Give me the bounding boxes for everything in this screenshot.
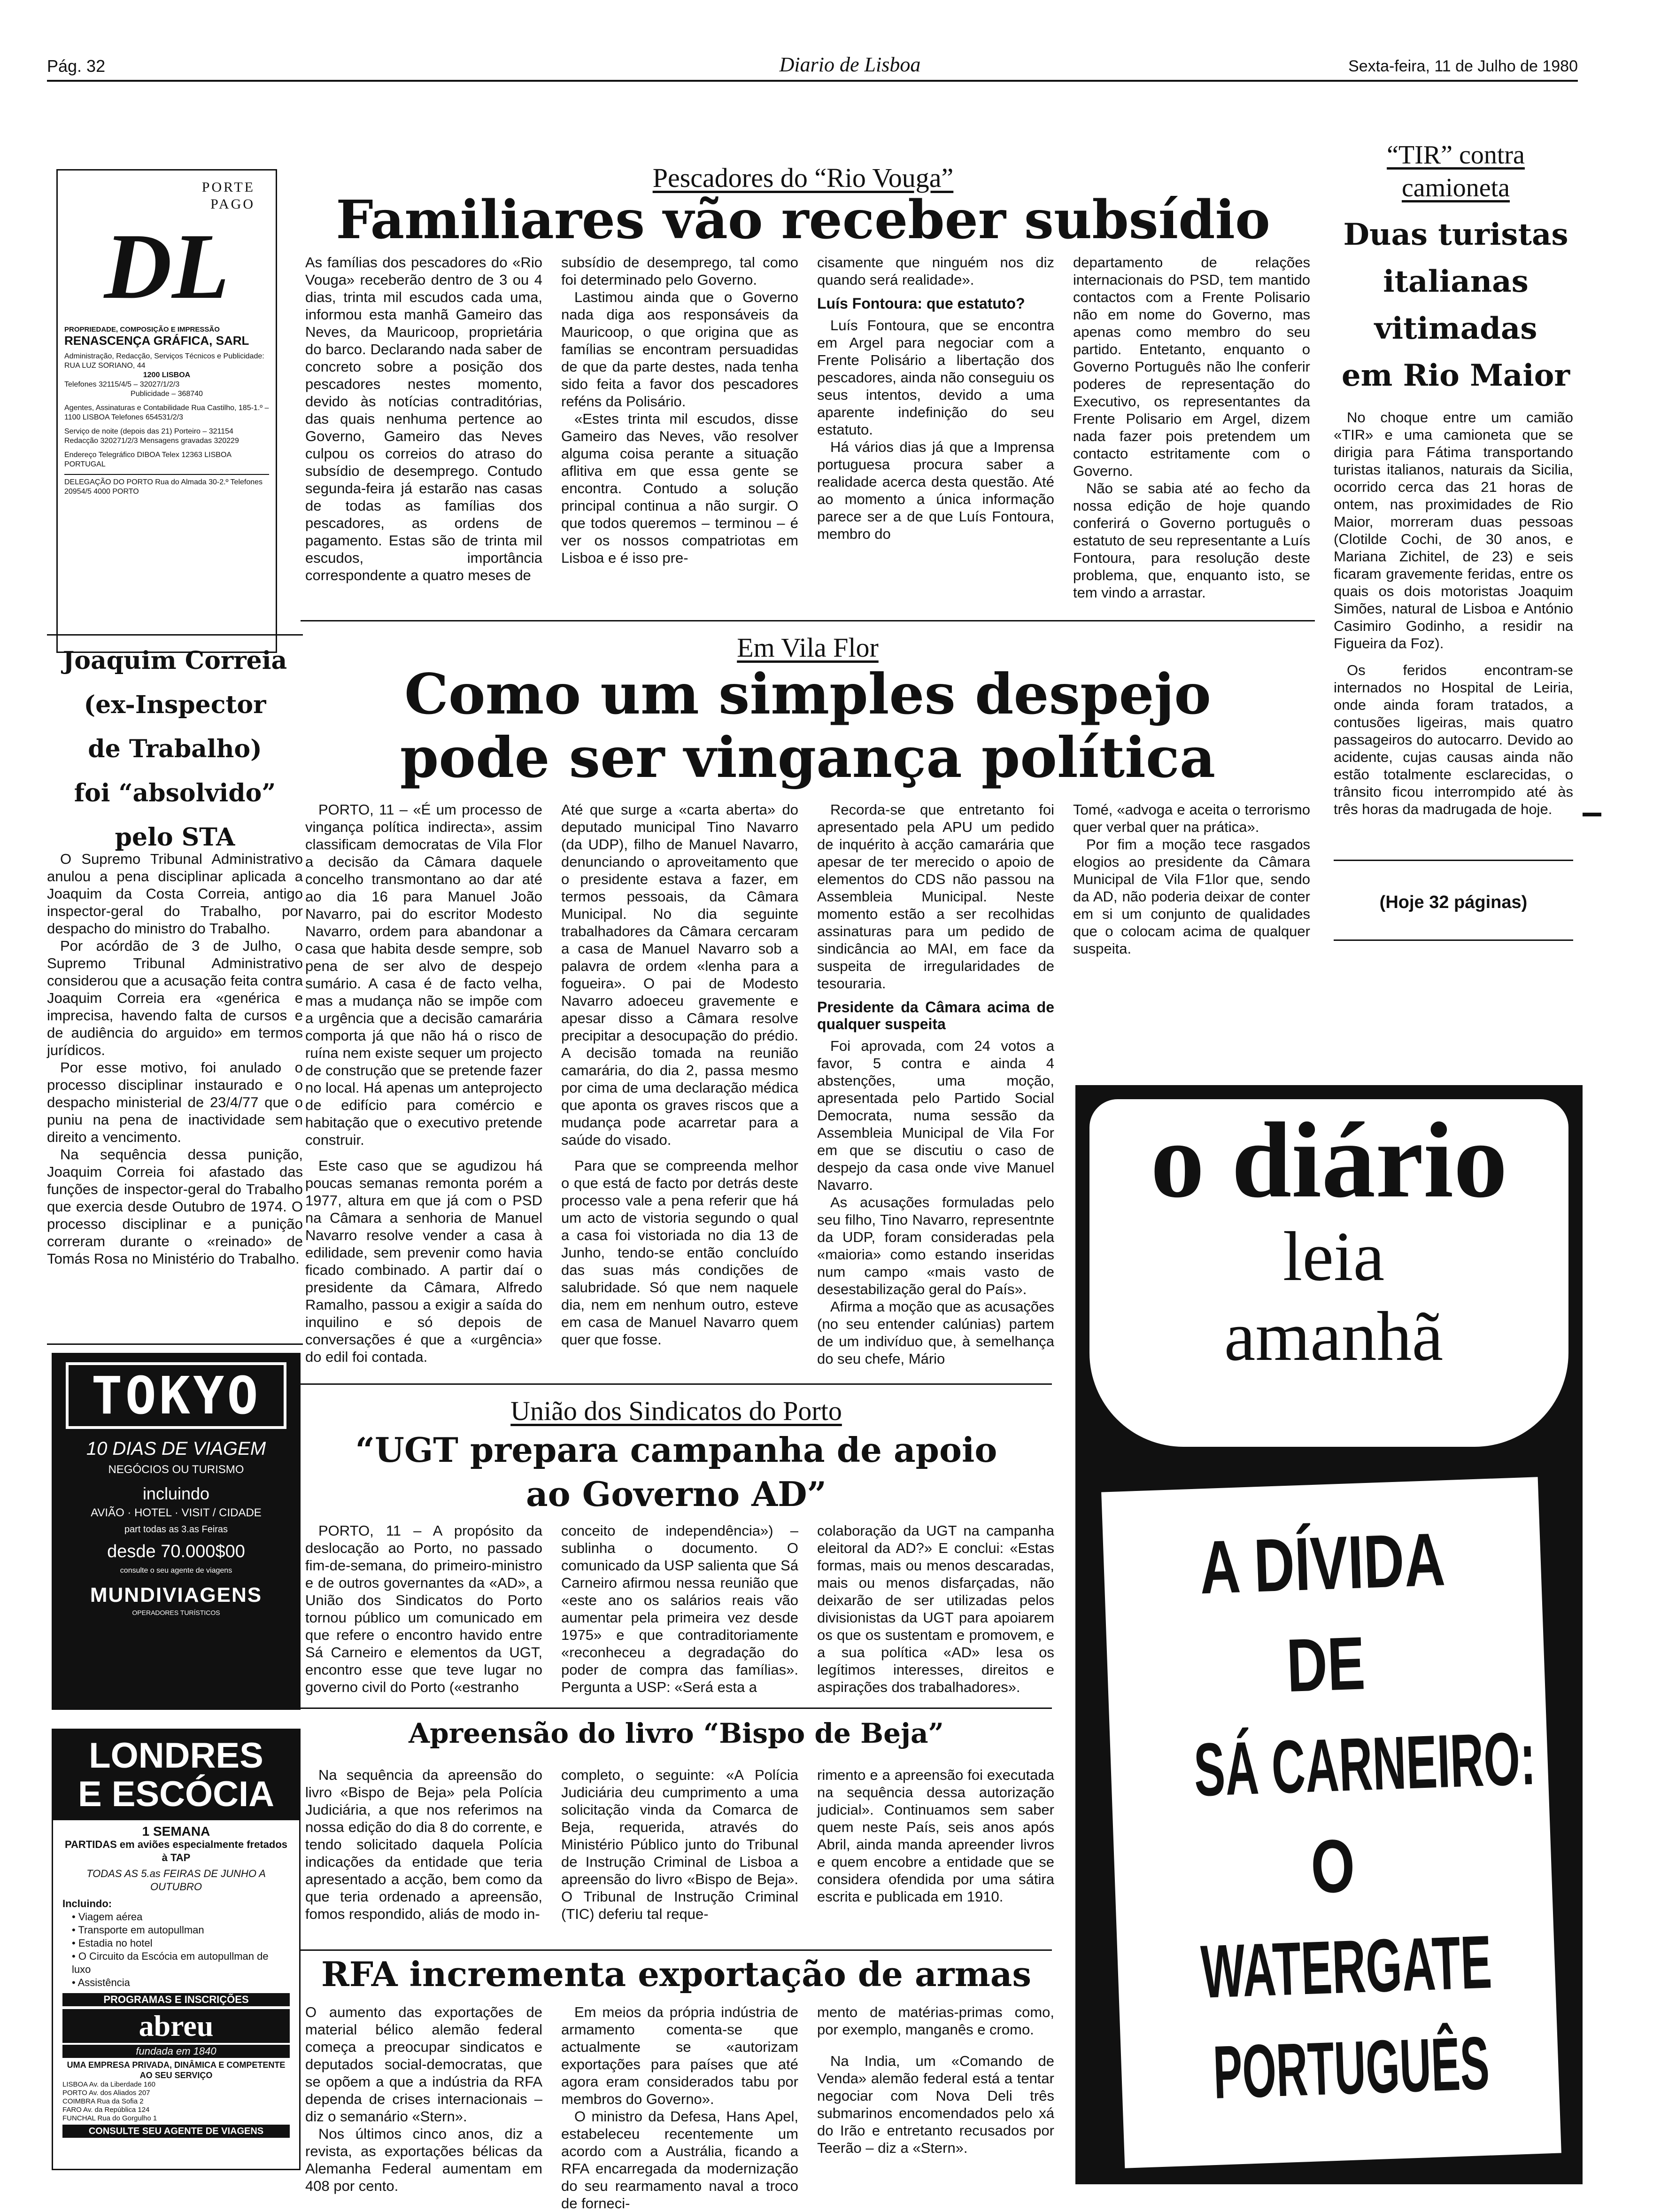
joaquim-headline-line: Joaquim Correia [62,646,287,675]
article-paragraph: cisamente que ninguém nos diz quando será realidade». [817,254,1054,288]
vila-flor-kicker: Em Vila Flor [737,632,879,663]
article-paragraph: Este caso que se agudizou há poucas semanas remonta porém a 1977, altura em que já com o PSD na Câmara a senhoria de Manuel Navarro resolve vender a casa à edilidade, sem prevenir como havia ficado combinado. A partir daí o presidente da Câmara, Alfredo Ramalho, passou a exigir a saída do inquilino e só depois de conversações é que a «urgência» do edil foi contada. [305,1157,542,1365]
bispo-col-2 [561,1766,798,1945]
article-paragraph: Na sequência da apreensão do livro «Bispo de Beja» pela Polícia Judiciária, a que nos referimos na nossa edição do dia 8 do corrente, e tendo solicitado daquela Polícia indicações da entidade que teria apresentado a acção, bem como da que teria ordenado a apreensão, fomos respondido, aliás de modo in- [305,1767,542,1922]
tokyo-title: TOKYO [66,1362,286,1429]
article-paragraph: colaboração da UGT na campanha eleitoral da AD?» E conclui: «Estas formas, mais ou menos descaradas, mais ou menos disfarçadas, não deixarão de ser utilizadas pelos divisionistas da UGT para apoiarem os que os sustentam e promovem, e a sua política «AD» lesa os legítimos interesses, direitos e aspirações dos trabalhadores». [817,1522,1054,1695]
tokyo-ad [52,1353,301,1710]
vila-flor-subhead: Presidente da Câmara acima de qualquer suspeita [817,999,1054,1032]
ugt-kicker: União dos Sindicatos do Porto [510,1396,842,1426]
sign-line: WATERGATE [1199,1919,1493,2014]
article-paragraph: Até que surge a «carta aberta» do deputado municipal Tino Navarro (da UDP), filho de Manuel Navarro, denunciando o aproveitamento que o presidente estava a fazer, em termos pessoais, da Câmara Municipal. No dia seguinte trabalhadores da Câmara cercaram a casa de Manuel Navarro sob a palavra de ordem «lenha para a fogueira». O pai de Modesto Navarro adoeceu gravemente e apesar disso a Câmara resolve precipitar a desocupação do prédio. A decisão tomada na reunião camarária, do dia 2, passa mesmo por cima de uma declaração médica que aponta os graves riscos que a mudança pode acarretar para a saúde do visado. [561,801,798,1148]
londres-item-label: Viagem aérea [78,1911,143,1923]
article-paragraph: Há vários dias já que a Imprensa portuguesa procura saber a realidade acerca desta questão. Até ao momento a única informação parece ser a de que Luís Fontoura, membro do [817,439,1054,542]
tir-kicker [1329,139,1583,204]
article-paragraph: Luís Fontoura, que se encontra em Argel para negociar com a Frente Polisário a libertação dos pescadores, ainda não conseguiu os seus intentos, devido a uma aparente indefinição do seu estatuto. [817,317,1054,438]
admin-phones: Telefones 32115/4/5 – 32027/1/2/3 [64,380,180,388]
dl-logo: DL [104,215,230,318]
ugt-headline [301,1428,1052,1516]
article-paragraph: mento de matérias-primas como, por exemplo, manganês e cromo. [817,2004,1054,2038]
telegraphic-address: Endereço Telegráfico DIBOA Telex 12363 LISBOA PORTUGAL [64,451,232,468]
porte-pago: PORTE PAGO [201,179,255,212]
newspaper-title: Diario de Lisboa [779,53,921,76]
vila-flor-headline-line: Como um simples despejo [404,661,1212,727]
bispo-col-3 [817,1766,1054,1945]
publicidade-phone: Publicidade – 368740 [131,390,203,398]
rfa-col-2 [561,2003,798,2212]
vila-flor-bottom-rule [301,1383,1052,1385]
tokyo-consulte: consulte o seu agente de viagens [120,1567,232,1575]
article-paragraph: Por fim a moção tece rasgados elogios ao presidente da Câmara Municipal de Vila F1lor que, sendo da AD, não poderia deixar de conter em si um conjunto de qualidades que o colocam acima de qualquer suspeita. [1073,836,1310,957]
abreu-office: LISBOA Av. da Liberdade 160 [62,2080,155,2088]
londres-ad [52,1729,301,2170]
admin-address: Administração, Redacção, Serviços Técnicos e Publicidade: RUA LUZ SORIANO, 44 [64,352,264,370]
abreu-office: FARO Av. da República 124 [62,2106,150,2114]
tokyo-services: AVIÃO · HOTEL · VISIT / CIDADE [91,1506,262,1519]
owner-line-1: PROPRIEDADE, COMPOSIÇÃO E IMPRESSÃO [64,326,220,334]
article-paragraph: «Estes trinta mil escudos, disse Gameiro das Neves, vão resolver alguma coisa perante a situação aflitiva em que essa gente se encontra. Contudo a solução principal continua a não surgir. O que todos queremos – terminou – é ver os nossos compatriotas em Lisboa e é isso pre- [561,411,798,566]
rfa-col-3 [817,2003,1054,2191]
article-paragraph: O ministro da Defesa, Hans Apel, estabeleceu recentemente um acordo com a Austrália, ficando a RFA encarregada da modernização do seu rearmamento naval a troco de forneci- [561,2108,798,2212]
article-paragraph: Os feridos encontram-se internados no Hospital de Leiria, onde ainda foram tratados, a contusões ligeiras, mais quatro passageiros do autocarro. Devido ao acidente, cujas causas ainda não estão totalmente esclarecidas, o trânsito ficou interrompido até às três horas da madrugada de hoje. [1334,662,1573,817]
porto-delegation: DELEGAÇÃO DO PORTO Rua do Almada 30-2.º Telefones 20954/5 4000 PORTO [64,474,269,497]
article-paragraph: As acusações formuladas pelo seu filho, Tino Navarro, representnte da UDP, foram consideradas pela «maioria» como estando inseridas num campo «mais vasto de desestabilização geral do País». [817,1194,1054,1297]
ugt-bottom-rule [301,1708,1052,1709]
abreu-fundada: fundada em 1840 [62,2045,290,2058]
article-paragraph: PORTO, 11 – A propósito da deslocação ao Porto, no passado fim-de-semana, do primeiro-ministro e de outros governantes da «AD», a União dos Sindicatos do Porto tornou público um comunicado em que refere o encontro havido entre Sá Carneiro e elementos da UGT, encontro esse que teve lugar no governo civil do Porto («estranho [305,1522,542,1695]
abreu-office: PORTO Av. dos Aliados 207 [62,2089,150,2097]
londres-semana: 1 SEMANA [142,1824,210,1839]
bispo-col-1 [305,1766,542,1945]
pescadores-col-3 [817,254,1054,608]
bispo-headline: Apreensão do livro “Bispo de Beja” [409,1717,944,1749]
tir-kicker-line: “TIR” contra [1387,140,1525,170]
article-paragraph: conceito de independência») – sublinha o documento. O comunicado da USP salienta que Sá Carneiro afirmou nessa reunião que «este ano os salários reais vão aumentar pela primeira vez desde 1975» e que contraditoriamente «reconheceu a degradação do poder de compra das famílias». Pergunta a USP: «Será esta a [561,1522,798,1695]
ugt-col-1 [305,1522,542,1700]
vila-flor-col-1 [305,801,542,1376]
rfa-col-1 [305,2003,542,2194]
abreu-tagline: UMA EMPRESA PRIVADA, DINÂMICA E COMPETENTE AO SEU SERVIÇO [67,2060,286,2080]
londres-programas: PROGRAMAS E INSCRIÇÕES [62,1993,290,2006]
londres-title-2: E ESCÓCIA [77,1774,275,1814]
londres-item: • Estadia no hotel [72,1937,153,1949]
londres-item: • Transporte em autopullman [72,1924,204,1936]
tir-headline-line: Duas turistas [1343,217,1568,252]
article-paragraph: Lastimou ainda que o Governo nada diga aos responsáveis da Mauricoop, o que origina que as famílias se encontram persuadidas de que da parte destes, nada tenha sido feita a favor dos pescadores reféns da Polisário. [561,289,798,410]
pescadores-kicker: Pescadores do “Rio Vouga” [652,163,954,193]
article-paragraph: departamento de relações internacionais do PSD, tem mantido contactos com a Frente Polisario não em nome do Governo, mas apenas como membro do seu partido. Entetanto, enquanto o Governo Português não lhe conferir poderes de representação do Executivo, os representantes da Frente Polisario em Argel, dizem nada fazer pois pretendem um contacto estritamente com o Governo. [1073,254,1310,479]
londres-item-label: O Circuito da Escócia em autopullman de luxo [72,1950,269,1975]
agentes-info: Agentes, Assinaturas e Contabilidade Rua Castilho, 185-1.º – 1100 LISBOA Telefones 654531/2/3 [64,404,269,421]
leia-text: leia [1282,1218,1385,1296]
londres-title-1: LONDRES [89,1736,263,1776]
tir-headline [1329,211,1583,399]
vila-flor-col-2 [561,801,798,1376]
left-col-rule-1 [47,634,303,636]
left-col-rule-2 [47,1343,303,1345]
article-paragraph: Recorda-se que entretanto foi apresentado pela APU um pedido de inquérito à acção camarária que apesar de ter merecido o apoio de elementos do CDS não passou na Assembleia Municipal. Neste momento estão a ser recolhidas assinaturas para um pedido de sindicância ao MAI, em face da suspeita de irregularidades de tesouraria. [817,801,1054,992]
ugt-col-2 [561,1522,798,1700]
pescadores-subhead: Luís Fontoura: que estatuto? [817,295,1025,312]
londres-item-label: Transporte em autopullman [78,1924,204,1936]
abreu-office: FUNCHAL Rua do Gorgulho 1 [62,2114,157,2122]
abreu-office: COIMBRA Rua da Sofia 2 [62,2097,144,2105]
o-diario-ad [1075,1085,1583,2184]
vila-flor-headline-line: pode ser vingança política [400,725,1216,790]
tir-rule-2 [1334,939,1573,941]
vila-flor-col-3 [817,801,1054,1376]
article-paragraph: Nos últimos cinco anos, diz a revista, as exportações bélicas da Alemanha Federal aumentam em 408 por cento. [305,2126,542,2194]
sign-line: O [1309,1823,1356,1909]
joaquim-headline-line: pelo STA [115,823,235,852]
londres-incluindo: Incluindo: [62,1898,112,1909]
article-paragraph: completo, o seguinte: «A Polícia Judiciária deu cumprimento a uma solicitação vinda da Comarca de Beja, requerida, através do Ministério Público junto do Tribunal de Instrução Criminal de Lisboa a apreensão do livro «Bispo de Beja». O Tribunal de Instrução Criminal (TIC) deferiu tal reque- [561,1767,798,1922]
article-paragraph: O aumento das exportações de material bélico alemão federal começa a preocupar sindicatos e deputados social-democratas, que se opõem a que a indústria da RFA dependa de crises internacionais – diz o semanário «Stern». [305,2004,542,2125]
dl-imprint-box [56,169,277,653]
pescadores-col-1: As famílias dos pescadores do «Rio Vouga» receberão dentro de 3 ou 4 dias, trinta mil escudos cada uma, informou esta manhã Gameiro das Neves, da Mauricoop, proprietária do barco. Declarando nada saber de concreto sobre a posição dos pescadores nestes momento, devido às notícias contraditórias, das quais nenhuma pertence ao Governo, Gameiro das Neves culpou os correios do atraso do subsídio de desemprego. Contudo segunda-feira já estarão nas casas de todas as famílias dos pescadores, as ordens de pagamento. Estas são de trinta mil escudos, importância correspondente a quatro meses de [305,254,542,583]
headline-sign [1101,1477,1561,2168]
tokyo-brand: MUNDIVIAGENS [90,1583,263,1607]
sign-line: DE [1285,1621,1367,1708]
londres-datas: TODAS AS 5.as FEIRAS DE JUNHO A OUTUBRO [86,1868,266,1893]
joaquim-headline-line: foi “absolvido” [74,779,276,807]
article-paragraph: Em meios da própria indústria de armamento comenta-se que actualmente se «autorizam exportações para países que até agora eram considerados tabu por membros do Governo». [561,2004,798,2107]
article-paragraph: Tomé, «advoga e aceita o terrorismo quer verbal quer na prática». [1073,801,1310,835]
o-diario-title: o diário [1150,1100,1508,1220]
article-paragraph: Foi aprovada, com 24 votos a favor, 5 contra e ainda 4 abstenções, uma moção, apresentada pelo Partido Social Democrata, numa sessão da Assembleia Municipal de Vila For em que se discutiu o caso de despejo da casa onde vive Manuel Navarro. [817,1038,1054,1193]
tir-rule-1 [1334,860,1573,861]
sign-line: A DÍVIDA [1198,1517,1446,1610]
londres-body [53,1820,299,2142]
pescadores-headline: Familiares vão receber subsídio [336,189,1270,251]
vila-flor-headline [301,662,1315,789]
abreu-logo: abreu [62,2009,290,2043]
tir-article-body [1334,409,1573,831]
tokyo-partidas: part todas as 3.as Feiras [124,1524,228,1535]
article-paragraph: rimento e a apreensão foi executada na sequência dessa autorização judicial». Continuamos sem saber quem neste País, seis anos após Abril, ainda manda apreender livros e quem encobre a entidade que se considera ofendida por uma sátira escrita e publicada em 1910. [817,1767,1054,1905]
londres-item-label: Assistência [77,1977,130,1988]
continuation-mark [1583,813,1601,816]
londres-item-label: Estadia no hotel [78,1937,153,1949]
tokyo-negocios: NEGÓCIOS OU TURISMO [108,1463,244,1476]
sign-line: SÁ CARNEIRO: [1192,1715,1537,1812]
masthead-rule [47,80,1578,82]
londres-partidas: PARTIDAS em aviões especialmente fretados à TAP [65,1839,287,1863]
article-paragraph: Não se sabia até ao fecho da nossa edição de hoje quando conferirá o Governo português o estatuto de seu representante a Luís Fontoura, para resolução deste problema, que, enquanto isto, se tem vindo a arrastar. [1073,480,1310,601]
article-paragraph: PORTO, 11 – «É um processo de vingança política indirecta», assim classificam democratas de Vila Flor a decisão da Câmara daquele concelho transmontano ao dar até ao dia 16 para Manuel João Navarro, pai do escritor Modesto Navarro, ordem para abandonar a casa que habita desde sempre, sob pena de ser alvo de despejo sumário. A casa é de facto velha, mas a mudança não se impõe com a urgência que a decisão camarária comporta já que não há o risco de ruína nem existe sequer um projecto de construção que se pretende fazer no local. Há apenas um anteprojecto de edifício para comércio e habitação que o executivo pretende construir. [305,801,542,1148]
article-paragraph: Na sequência dessa punição, Joaquim Correia foi afastado das funções de inspector-geral do Trabalho que exercia desde Outubro de 1974. O processo disciplinar e a punição correram durante o «reinado» de Tomás Rosa no Ministério do Trabalho. [47,1146,303,1267]
article-paragraph: O Supremo Tribunal Administrativo anulou a pena disciplinar aplicada a Joaquim da Costa Correia, antigo inspector-geral do Trabalho, por despacho do ministro do Trabalho. [47,851,303,937]
londres-item: • O Circuito da Escócia em autopullman de luxo [72,1950,269,1975]
night-service: Serviço de noite (depois das 21) Porteiro – 321154 Redacção 320271/2/3 Mensagens gravadas 320229 [64,427,239,445]
ugt-headline-line: “UGT prepara campanha de apoio [355,1430,997,1470]
tokyo-price: desde 70.000$00 [107,1542,245,1561]
admin-city: 1200 LISBOA [143,371,191,379]
amanha-text: amanhã [1224,1297,1444,1375]
article-paragraph: Por acórdão de 3 de Julho, o Supremo Tribunal Administrativo considerou que a acusação feita contra Joaquim Correia era «genérica e imprecisa, havendo falta de cursos e de audiência do arguido» em termos jurídicos. [47,938,303,1058]
page-number: Pág. 32 [47,56,106,76]
tokyo-days: 10 DIAS DE VIAGEM [86,1438,266,1459]
tir-headline-line: em Rio Maior [1341,358,1570,393]
article-paragraph: Por esse motivo, foi anulado o processo disciplinar instaurado e o despacho ministerial de 23/4/77 que o puniu na pena de inactividade sem direito a vencimento. [47,1059,303,1145]
pescadores-col-2 [561,254,798,608]
tokyo-brand-sub: OPERADORES TURÍSTICOS [132,1609,220,1616]
londres-item: • Assistência [72,1977,130,1988]
abreu-consulte: CONSULTE SEU AGENTE DE VIAGENS [62,2125,290,2138]
vila-flor-col-4 [1073,801,1310,989]
issue-date: Sexta-feira, 11 de Julho de 1980 [1348,57,1578,75]
pescadores-bottom-rule [301,620,1315,621]
article-paragraph: subsídio de desemprego, tal como foi determinado pelo Governo. [561,254,798,288]
tir-headline-line: vitimadas [1374,311,1537,346]
joaquim-headline-line: (ex-Inspector [84,691,266,719]
ugt-col-3 [817,1522,1054,1700]
tir-headline-line: italianas [1383,264,1529,299]
article-paragraph: Afirma a moção que as acusações (no seu entender calúnias) partem de um indivíduo que, à semelhança do seu chefe, Mário [817,1298,1054,1367]
joaquim-headline-line: de Trabalho) [88,735,262,763]
article-paragraph: No choque entre um camião «TIR» e uma camioneta que se dirigia para Fátima transportando turistas italianos, naturais da Sicilia, ocorrido cerca das 21 horas de ontem, nas proximidades de Rio Maior, morreram duas pessoas (Clotilde Cochi, de 30 anos, e Mariana Zichitel, de 23) e seis ficaram gravemente feridas, entre os quais os dois motoristas Joaquim Simões, natural de Lisboa e António Casimiro Godinho, a residir na Figueira da Foz). [1334,409,1573,652]
londres-item: • Viagem aérea [72,1911,143,1923]
bispo-bottom-rule [301,1949,1052,1951]
joaquim-article-body [47,850,303,1334]
sign-line: PORTUGUÊS [1212,2020,1491,2115]
tokyo-incluindo: incluindo [142,1484,210,1503]
article-paragraph: Para que se compreenda melhor o que está de facto por detrás deste processo vale a pena referir que há um acto de vistoria segundo o qual a casa foi vistoriada no dia 13 de Junho, tendo-se então concluído das suas más condições de salubridade. Só que nem naquele dia, nem em nenhum outro, esteve em casa de Manuel Navarro quem quer que fosse. [561,1157,798,1348]
page-count: (Hoje 32 páginas) [1379,893,1528,912]
londres-title-block [53,1730,299,1820]
joaquim-headline [47,639,303,860]
pescadores-col-4 [1073,254,1310,608]
tir-kicker-line: camioneta [1401,173,1510,202]
ugt-headline-line: ao Governo AD” [526,1474,826,1514]
article-paragraph: Na India, um «Comando de Venda» alemão federal está a tentar negociar com Nova Deli três submarinos encomendados pelo xá do Irão e entretanto recusados por Teerão – diz a «Stern». [817,2053,1054,2156]
rfa-headline: RFA incrementa exportação de armas [321,1954,1031,1994]
owner-line-2: RENASCENÇA GRÁFICA, SARL [64,334,249,348]
